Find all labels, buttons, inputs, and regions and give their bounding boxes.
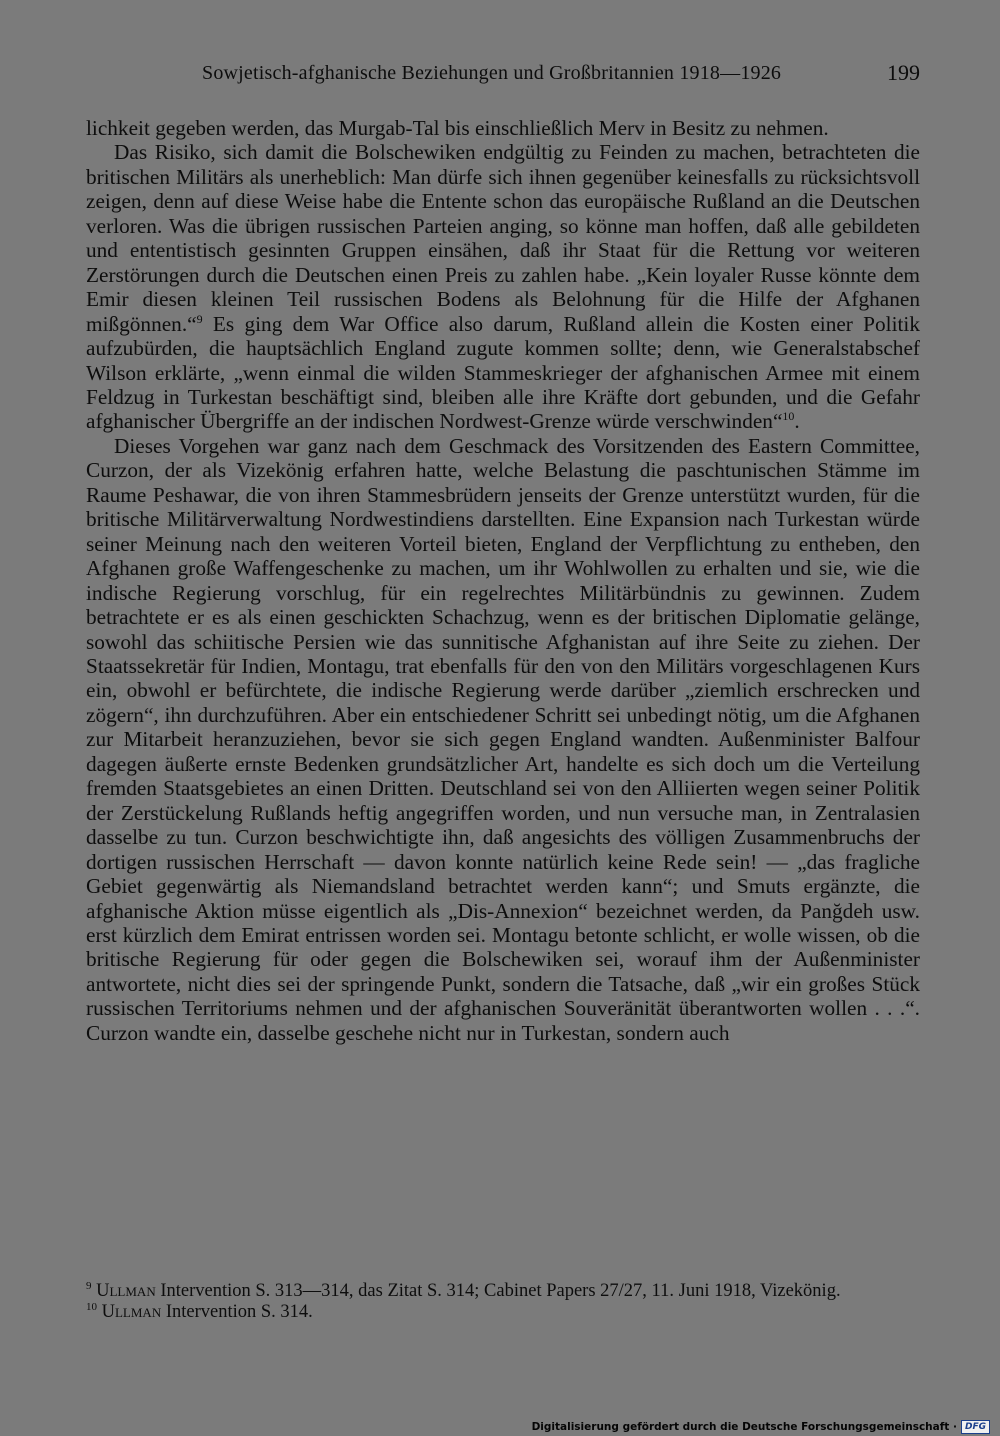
paragraph-risk [86,140,920,433]
credit-text: Digitalisierung gefördert durch die Deutsche Forschungsgemeinschaft · [531,1421,957,1433]
footnotes [86,1281,920,1323]
paragraph-curzon: Dieses Vorgehen war ganz nach dem Geschmack des Vorsitzenden des Eastern Committee, Curzon, der als Vizekönig erfahren hatte, welche Belastung die paschtunischen Stämme im Raume Peshawar, die von ihren Stammesbrüdern jenseits der Grenze unterstützt wurden, für die britische Militärverwaltung Nordwestindiens darstellten. Eine Expansion nach Turkestan würde seiner Meinung nach den weiteren Vorteil bieten, England der Verpflichtung zu entheben, den Afghanen große Waffengeschenke zu machen, um ihr Wohlwollen zu erhalten und sie, wie die indische Regierung vorschlug, für ein regelrechtes Militärbündnis zu gewinnen. Zudem betrachtete er es als einen geschickten Schachzug, wenn es der britischen Diplomatie gelänge, sowohl das schiitische Persien wie das sunnitische Afghanistan auf ihre Seite zu ziehen. Der Staatssekretär für Indien, Montagu, trat ebenfalls für den von den Militärs vorgeschlagenen Kurs ein, obwohl er befürchtete, die indische Regierung werde darüber „ziemlich erschrecken und zögern“, ihn durchzuführen. Aber ein entschiedener Schritt sei unbedingt nötig, um die Afghanen zur Mitarbeit heranzuziehen, bevor sie sich gegen England wandten. Außenminister Balfour dagegen äußerte ernste Bedenken grundsätzlicher Art, handelte es sich doch um die Verteilung fremden Staatsgebietes an einen Dritten. Deutschland sei von den Alliierten wegen seiner Politik der Zerstückelung Rußlands heftig angegriffen worden, und nun versuche man, in Zentralasien dasselbe zu tun. Curzon beschwichtigte ihn, daß angesichts des völligen Zusammenbruchs der dortigen russischen Herrschaft — davon konnte natürlich keine Rede sein! — „das fragliche Gebiet gegenwärtig als Niemandsland betrachtet werden kann“; und Smuts ergänzte, die afghanische Aktion müsse eigentlich als „Dis-Annexion“ bezeichnet werden, da Panğdeh usw. erst kürzlich dem Emirat entrissen worden sei. Montagu betonte schlicht, er wolle wissen, ob die britische Regierung für oder gegen die Bolschewiken sei, worauf ihm der Außenminister antwortete, nicht dies sei der springende Punkt, sondern die Tatsache, daß „wir ein großes Stück russischen Territoriums nehmen und der afghanischen Souveränität überantworten wollen . . .“. Curzon wandte ein, dasselbe geschehe nicht nur in Turkestan, sondern auch [86,433,920,1045]
footnote-ref-10[interactable]: 10 [782,409,795,424]
dfg-logo: DFG [961,1420,990,1434]
footnote-10-author: Ullman [101,1302,162,1322]
paragraph-continuation: lichkeit gegeben werden, das Murgab-Tal bis einschließlich Merv in Besitz zu nehmen. [86,116,829,140]
footnote-9-text: Intervention S. 313—314, das Zitat S. 314; Cabinet Papers 27/27, 11. Juni 1918, Vizekönig. [155,1281,841,1301]
paragraph-risk-continued: Es ging dem War Office also darum, Rußland allein die Kosten einer Politik aufzubürden, die hauptsächlich England zugute kommen sollte; denn, wie Generalstabschef Wilson erklärte, „wenn einmal die wilden Stammeskrieger der afghanischen Armee mit einem Feldzug in Turkestan beschäftigt sind, bleiben alle ihre Kräfte dort gebunden, und die Gefahr afghanischer Übergriffe an der indischen Nordwest-Grenze würde verschwinden“ [86,311,920,434]
running-header [86,62,920,92]
page-number: 199 [887,60,920,85]
footnote-10-number: 10 [86,1300,97,1313]
body-text [86,116,920,1045]
paragraph-risk-text: Das Risiko, sich damit die Bolschewiken endgültig zu Feinden zu machen, betrachteten die britischen Militärs als unerheblich: Man dürfe sich ihnen gegenüber keinesfalls zu rücksichtsvoll zeigen, denn auf diese Weise habe die Entente schon das europäische Rußland an die Deutschen verloren. Was die übrigen russischen Parteien anging, so könne man hoffen, daß alle gebildeten und ententistisch gesinnten Gruppen einsähen, daß ihr Staat für die Rettung vor weiteren Zerstörungen durch die Deutschen einen Preis zu zahlen habe. „Kein loyaler Russe könnte dem Emir diesen kleinen Teil russischen Bodens als Belohnung für die Hilfe der Afghanen mißgönnen.“ [86,140,920,336]
digitization-credit [532,1420,990,1434]
footnote-9-number: 9 [86,1279,92,1292]
paragraph-risk-end: . [794,409,800,434]
footnote-ref-9[interactable]: 9 [196,311,203,326]
footnote-9-author: Ullman [96,1281,156,1301]
footnote-10-text: Intervention S. 314. [161,1302,313,1322]
running-title: Sowjetisch-afghanische Beziehungen und Großbritannien 1918—1926 [202,62,782,84]
footnote-9 [86,1281,920,1323]
